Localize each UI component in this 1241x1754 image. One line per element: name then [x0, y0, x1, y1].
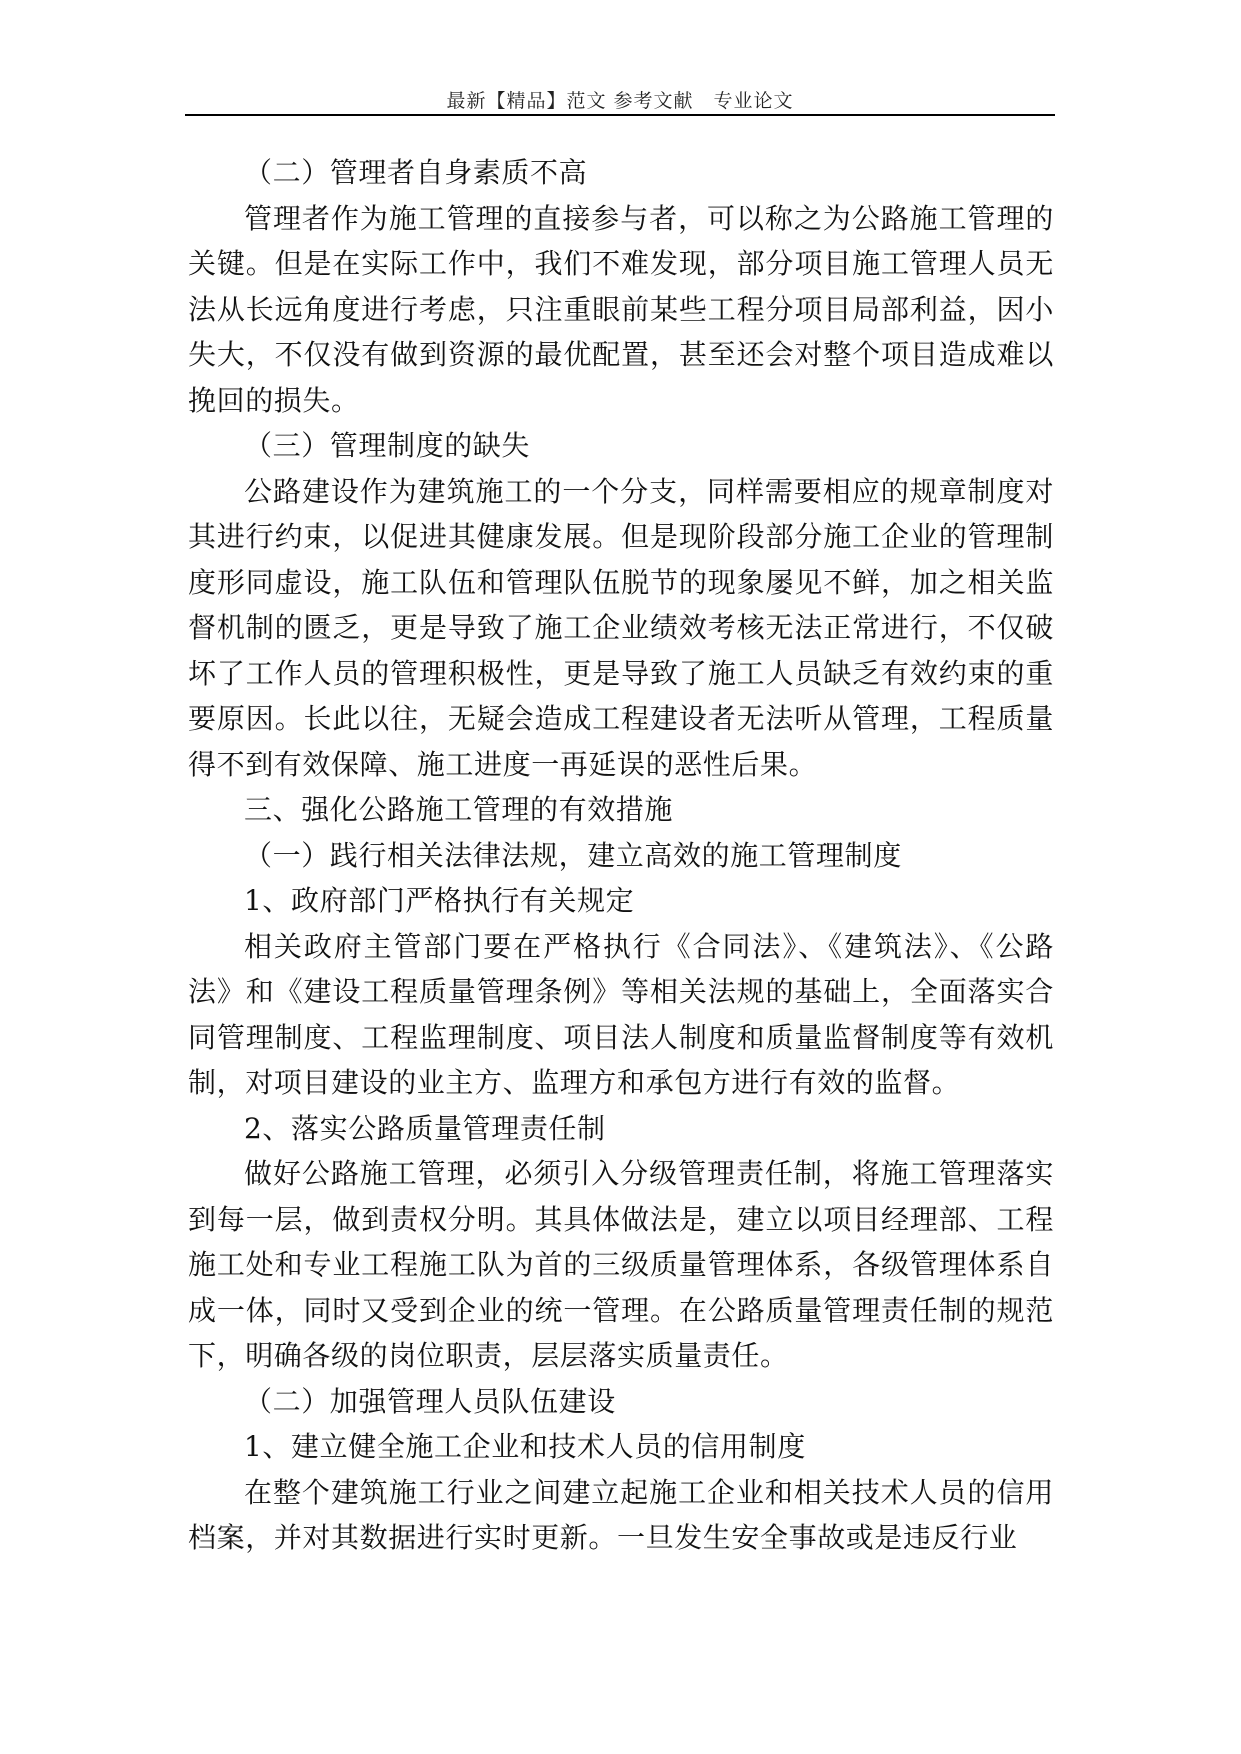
document-body: [188, 150, 1054, 1561]
section-heading: （二）管理者自身素质不高: [244, 156, 588, 189]
body-paragraph: 在整个建筑施工行业之间建立起施工企业和相关技术人员的信用档案，并对其数据进行实时更新。一旦发生安全事故或是违反行业: [188, 1475, 1054, 1554]
section-heading: （一）践行相关法律法规，建立高效的施工管理制度: [244, 838, 902, 872]
body-paragraph: 管理者作为施工管理的直接参与者，可以称之为公路施工管理的关键。但是在实际工作中，我们不难发现，部分项目施工管理人员无法从长远角度进行考虑，只注重眼前某些工程分项目局部利益，因小失大，不仅没有做到资源的最优配置，甚至还会对整个项目造成难以挽回的损失。: [188, 201, 1054, 417]
body-paragraph: 公路建设作为建筑施工的一个分支，同样需要相应的规章制度对其进行约束，以促进其健康发展。但是现阶段部分施工企业的管理制度形同虚设，施工队伍和管理队伍脱节的现象屡见不鲜，加之相关监督机制的匮乏，更是导致了施工企业绩效考核无法正常进行，不仅破坏了工作人员的管理积极性，更是导致了施工人员缺乏有效约束的重要原因。长此以往，无疑会造成工程建设者无法听从管理，工程质量得不到有效保障、施工进度一再延误的恶性后果。: [188, 474, 1054, 781]
section-heading: （二）加强管理人员队伍建设: [244, 1384, 616, 1418]
chapter-heading: 三、强化公路施工管理的有效措施: [244, 793, 674, 826]
subsection-heading: 1、建立健全施工企业和技术人员的信用制度: [244, 1430, 806, 1463]
body-paragraph: 相关政府主管部门要在严格执行《合同法》、《建筑法》、《公路法》和《建设工程质量管理条例》等相关法规的基础上，全面落实合同管理制度、工程监理制度、项目法人制度和质量监督制度等有效机制，对项目建设的业主方、监理方和承包方进行有效的监督。: [188, 929, 1054, 1099]
subsection-heading: 2、落实公路质量管理责任制: [244, 1111, 606, 1145]
subsection-heading: 1、政府部门严格执行有关规定: [244, 884, 635, 917]
section-heading: （三）管理制度的缺失: [244, 429, 531, 462]
header-divider: [185, 114, 1055, 116]
body-paragraph: 做好公路施工管理，必须引入分级管理责任制，将施工管理落实到每一层，做到责权分明。其具体做法是，建立以项目经理部、工程施工处和专业工程施工队为首的三级质量管理体系，各级管理体系自成一体，同时又受到企业的统一管理。在公路质量管理责任制的规范下，明确各级的岗位职责，层层落实质量责任。: [188, 1157, 1054, 1372]
page-header: 最新【精品】范文 参考文献 专业论文: [446, 90, 794, 112]
